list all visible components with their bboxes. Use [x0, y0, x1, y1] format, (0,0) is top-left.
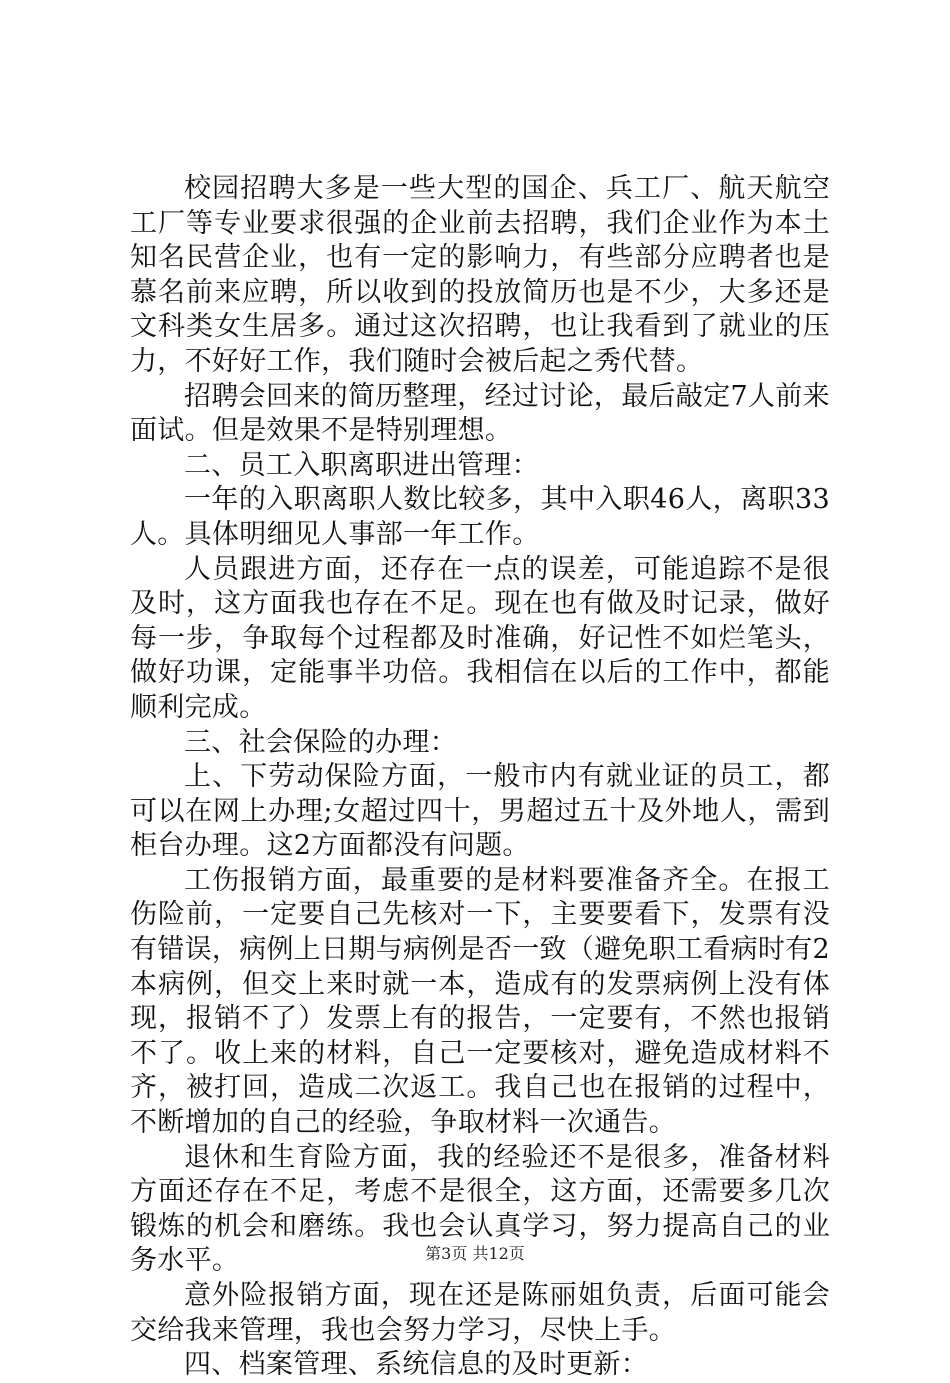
section-heading: 二、员工入职离职进出管理：	[184, 449, 539, 481]
section-heading: 四、档案管理、系统信息的及时更新：	[184, 1349, 649, 1381]
page-number-footer: 第3页 共12页	[425, 1244, 525, 1263]
paragraph: 上、下劳动保险方面，一般市内有就业证的员工，都可以在网上办理;女超过四十，男超过五十及外地人，需到柜台办理。这2方面都没有问题。	[130, 761, 830, 862]
paragraph: 意外险报销方面，现在还是陈丽姐负责，后面可能会交给我来管理，我也会努力学习，尽快上手。	[130, 1280, 830, 1346]
paragraph: 工伤报销方面，最重要的是材料要准备齐全。在报工伤险前，一定要自己先核对一下，主要要看下，发票有没有错误，病例上日期与病例是否一致（避免职工看病时有2本病例，但交上来时就一本，造成有的发票病例上没有体现，报销不了）发票上有的报告，一定要有，不然也报销不了。收上来的材料，自己一定要核对，避免造成材料不齐，被打回，造成二次返工。我自己也在报销的过程中，不断增加的自己的经验，争取材料一次通告。	[130, 864, 830, 1139]
section-heading: 三、社会保险的办理：	[184, 726, 457, 758]
paragraph: 人员跟进方面，还存在一点的误差，可能追踪不是很及时，这方面我也存在不足。现在也有做及时记录，做好每一步，争取每个过程都及时准确，好记性不如烂笔头，做好功课，定能事半功倍。我相信在以后的工作中，都能顺利完成。	[130, 553, 830, 723]
document-body	[130, 172, 830, 1383]
paragraph: 一年的入职离职人数比较多，其中入职46人，离职33人。具体明细见人事部一年工作。	[130, 484, 830, 550]
paragraph: 退休和生育险方面，我的经验还不是很多，准备材料方面还存在不足，考虑不是很全，这方面，还需要多几次锻炼的机会和磨练。我也会认真学习，努力提高自己的业务水平。	[130, 1141, 830, 1277]
paragraph: 招聘会回来的简历整理，经过讨论，最后敲定7人前来面试。但是效果不是特别理想。	[130, 380, 830, 447]
paragraph: 校园招聘大多是一些大型的国企、兵工厂、航天航空工厂等专业要求很强的企业前去招聘，我们企业作为本土知名民营企业，也有一定的影响力，有些部分应聘者也是慕名前来应聘，所以收到的投放简历也是不少，大多还是文科类女生居多。通过这次招聘，也让我看到了就业的压力，不好好工作，我们随时会被后起之秀代替。	[130, 173, 830, 377]
